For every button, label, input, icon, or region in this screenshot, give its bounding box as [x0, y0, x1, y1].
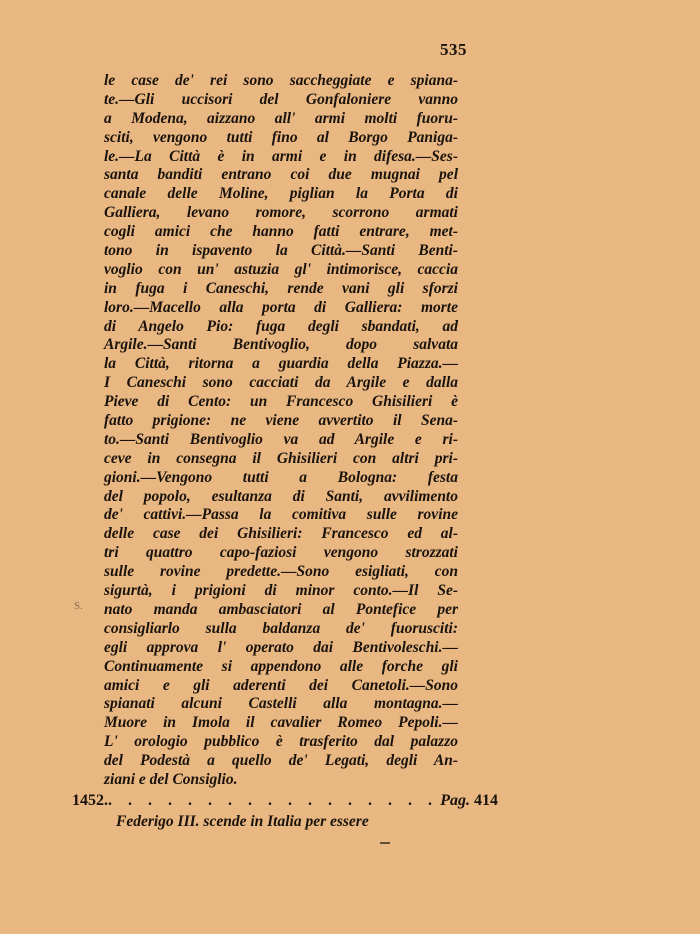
text-line: sciti, vengono tutti fino al Borgo Paniga- — [104, 128, 458, 146]
final-line: Federigo III. scende in Italia per essere — [116, 813, 369, 830]
text-line: tono in ispavento la Città.—Santi Benti- — [104, 242, 458, 260]
text-line: spianati alcuni Castelli alla montagna.— — [104, 695, 458, 713]
bottom-dash — [380, 842, 390, 844]
text-line: de' cattivi.—Passa la comitiva sulle rovine — [104, 506, 458, 524]
page-number: 535 — [440, 40, 467, 59]
text-line: le.—La Città è in armi e in difesa.—Ses- — [104, 147, 458, 165]
text-line: ceve in consegna il Ghisilieri con altri pri- — [104, 449, 458, 467]
text-line: amici e gli aderenti dei Canetoli.—Sono — [104, 676, 458, 694]
text-line: voglio con un' astuzia gl' intimorisce, caccia — [104, 260, 458, 278]
text-line: Galliera, levano romore, scorrono armati — [104, 204, 458, 222]
text-line: te.—Gli uccisori del Gonfaloniere vanno — [104, 90, 458, 108]
text-line: gioni.—Vengono tutti a Bologna: festa — [104, 468, 458, 486]
text-line: I Caneschi sono cacciati da Argile e dalla — [104, 374, 458, 392]
margin-mark: S. — [74, 600, 83, 612]
text-line: le case de' rei sono saccheggiate e spiana- — [104, 72, 458, 89]
text-line: del Podestà a quello de' Legati, degli An- — [104, 752, 458, 770]
text-line: loro.—Macello alla porta di Galliera: morte — [104, 298, 458, 316]
text-line: tri quattro capo-faziosi vengono strozzati — [104, 544, 458, 562]
leader-dots: . . . . . . . . . . . . . . . . . — [108, 792, 438, 809]
text-line: canale delle Moline, piglian la Porta di — [104, 185, 458, 203]
text-line: Muore in Imola il cavalier Romeo Pepoli.— — [104, 714, 458, 732]
text-line: sigurtà, i prigioni di minor conto.—Il Se- — [104, 582, 458, 600]
year-label: 1452. — [72, 792, 108, 809]
text-line: ziani e del Consiglio. — [104, 770, 238, 788]
text-line: a Modena, aizzano all' armi molti fuoru- — [104, 109, 458, 127]
text-line: egli approva l' operato dai Bentivoleschi.— — [104, 638, 458, 656]
body-text — [104, 72, 458, 790]
text-line: sulle rovine predette.—Sono esigliati, con — [104, 563, 458, 581]
text-line: di Angelo Pio: fuga degli sbandati, ad — [104, 317, 458, 335]
text-line: consigliarlo sulla baldanza de' fuorusciti: — [104, 619, 458, 637]
page-reference-number: 414 — [474, 792, 498, 809]
text-line: Continuamente si appendono alle forche gli — [104, 657, 458, 675]
text-line: santa banditi entrano coi due mugnai pel — [104, 166, 458, 184]
text-line: in fuga i Caneschi, rende vani gli sforzi — [104, 279, 458, 297]
year-entry — [72, 790, 498, 812]
text-line: cogli amici che hanno fatti entrare, met- — [104, 223, 458, 241]
text-line: fatto prigione: ne viene avvertito il Sena- — [104, 412, 458, 430]
text-line: to.—Santi Bentivoglio va ad Argile e ri- — [104, 430, 458, 448]
text-line: nato manda ambasciatori al Pontefice per — [104, 600, 458, 618]
page-reference — [438, 792, 498, 810]
text-line: delle case dei Ghisilieri: Francesco ed al- — [104, 525, 458, 543]
page-reference-prefix: Pag. — [440, 792, 470, 809]
text-line: Argile.—Santi Bentivoglio, dopo salvata — [104, 336, 458, 354]
text-line: la Città, ritorna a guardia della Piazza.— — [104, 355, 458, 373]
text-line: del popolo, esultanza di Santi, avvilimento — [104, 487, 458, 505]
text-line: Pieve di Cento: un Francesco Ghisilieri è — [104, 393, 458, 411]
text-line: L' orologio pubblico è trasferito dal palazzo — [104, 733, 458, 751]
